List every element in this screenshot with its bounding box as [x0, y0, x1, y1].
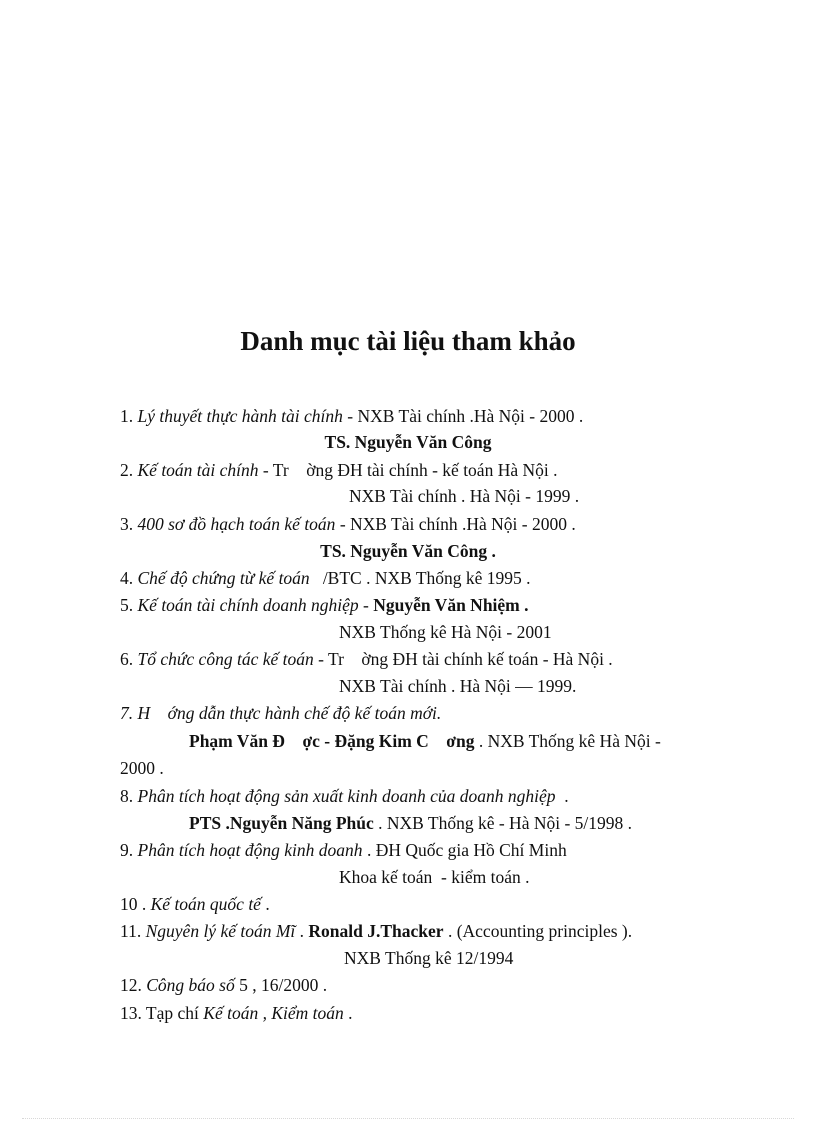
- reference-author: Nguyễn Văn Nhiệm .: [373, 595, 529, 615]
- reference-number: 10 .: [120, 894, 147, 914]
- reference-title: Nguyên lý kế toán Mĩ: [145, 921, 296, 941]
- reference-title: Chế độ chứng từ kế toán: [137, 568, 310, 588]
- reference-1-author: TS. Nguyễn Văn Công: [324, 432, 492, 452]
- reference-details: . NXB Thống kê Hà Nội -: [474, 731, 661, 751]
- reference-3: [120, 513, 576, 535]
- reference-details: - Tr ờng ĐH tài chính - kế toán Hà Nội .: [258, 460, 558, 480]
- reference-8: [120, 785, 569, 807]
- reference-5: [120, 594, 529, 616]
- reference-8-author: [189, 812, 632, 834]
- reference-2-publisher: NXB Tài chính . Hà Nội - 1999 .: [349, 486, 580, 506]
- reference-details: . (Accounting principles ).: [443, 921, 633, 941]
- reference-title: Phân tích hoạt động sản xuất kinh doanh của doanh nghiệp: [137, 786, 556, 806]
- reference-number: 9.: [120, 840, 134, 860]
- reference-publisher: . NXB Thống kê - Hà Nội - 5/1998 .: [373, 813, 633, 833]
- reference-details: - Tr ờng ĐH tài chính kế toán - Hà Nội .: [313, 649, 613, 669]
- reference-title: Lý thuyết thực hành tài chính: [137, 406, 343, 426]
- reference-1: [120, 405, 583, 427]
- reference-number: 8.: [120, 786, 134, 806]
- reference-number: 4.: [120, 568, 134, 588]
- separator: -: [358, 595, 374, 615]
- reference-details: - NXB Tài chính .Hà Nội - 2000 .: [335, 514, 576, 534]
- reference-title: Tổ chức công tác kế toán: [137, 649, 314, 669]
- reference-7-year: 2000 .: [120, 758, 164, 778]
- reference-details: - NXB Tài chính .Hà Nội - 2000 .: [342, 406, 584, 426]
- reference-title: Kế toán tài chính doanh nghiệp: [137, 595, 359, 615]
- reference-number: 3.: [120, 514, 134, 534]
- reference-number: 11.: [120, 921, 142, 941]
- reference-number: 5.: [120, 595, 134, 615]
- reference-9-publisher: Khoa kế toán - kiểm toán .: [339, 867, 530, 887]
- reference-details: .: [260, 894, 270, 914]
- reference-13: [120, 1002, 353, 1024]
- reference-details: .: [343, 1003, 353, 1023]
- reference-author: Ronald J.Thacker: [308, 921, 444, 941]
- reference-10: [120, 893, 270, 915]
- reference-2: [120, 459, 557, 481]
- reference-11-publisher: NXB Thống kê 12/1994: [344, 948, 514, 968]
- reference-details: /BTC . NXB Thống kê 1995 .: [309, 568, 531, 588]
- reference-details: 5 , 16/2000 .: [234, 975, 328, 995]
- reference-details: .: [555, 786, 569, 806]
- reference-author: Phạm Văn Đ ợc - Đặng Kim C ơng: [189, 731, 475, 751]
- reference-title: Công báo số: [146, 975, 235, 995]
- reference-author: PTS .Nguyễn Năng Phúc: [189, 813, 374, 833]
- reference-prefix: Tạp chí: [141, 1003, 204, 1023]
- reference-number: 6.: [120, 649, 134, 669]
- reference-number: 12.: [120, 975, 142, 995]
- reference-number: 2.: [120, 460, 134, 480]
- page-title: Danh mục tài liệu tham khảo: [240, 326, 576, 356]
- footer-divider: [22, 1118, 794, 1119]
- reference-3-author: TS. Nguyễn Văn Công .: [320, 541, 496, 561]
- reference-5-publisher: NXB Thống kê Hà Nội - 2001: [339, 622, 552, 642]
- separator: .: [295, 921, 309, 941]
- reference-title: Kế toán , Kiểm toán: [203, 1003, 344, 1023]
- reference-11: [120, 920, 632, 942]
- reference-6: [120, 648, 613, 670]
- reference-title: Phân tích hoạt động kinh doanh: [137, 840, 363, 860]
- reference-title: Kế toán tài chính: [137, 460, 259, 480]
- reference-12: [120, 974, 327, 996]
- reference-title: Kế toán quốc tế: [150, 894, 261, 914]
- reference-number: 1.: [120, 406, 134, 426]
- reference-number: 13.: [120, 1003, 142, 1023]
- reference-7-authors: [189, 730, 661, 752]
- reference-7: 7. H ớng dẫn thực hành chế độ kế toán mới.: [120, 703, 442, 723]
- reference-title: 400 sơ đồ hạch toán kế toán: [137, 514, 336, 534]
- reference-9: [120, 839, 567, 861]
- reference-4: [120, 567, 531, 589]
- reference-details: . ĐH Quốc gia Hồ Chí Minh: [362, 840, 567, 860]
- reference-6-publisher: NXB Tài chính . Hà Nội — 1999.: [339, 676, 577, 696]
